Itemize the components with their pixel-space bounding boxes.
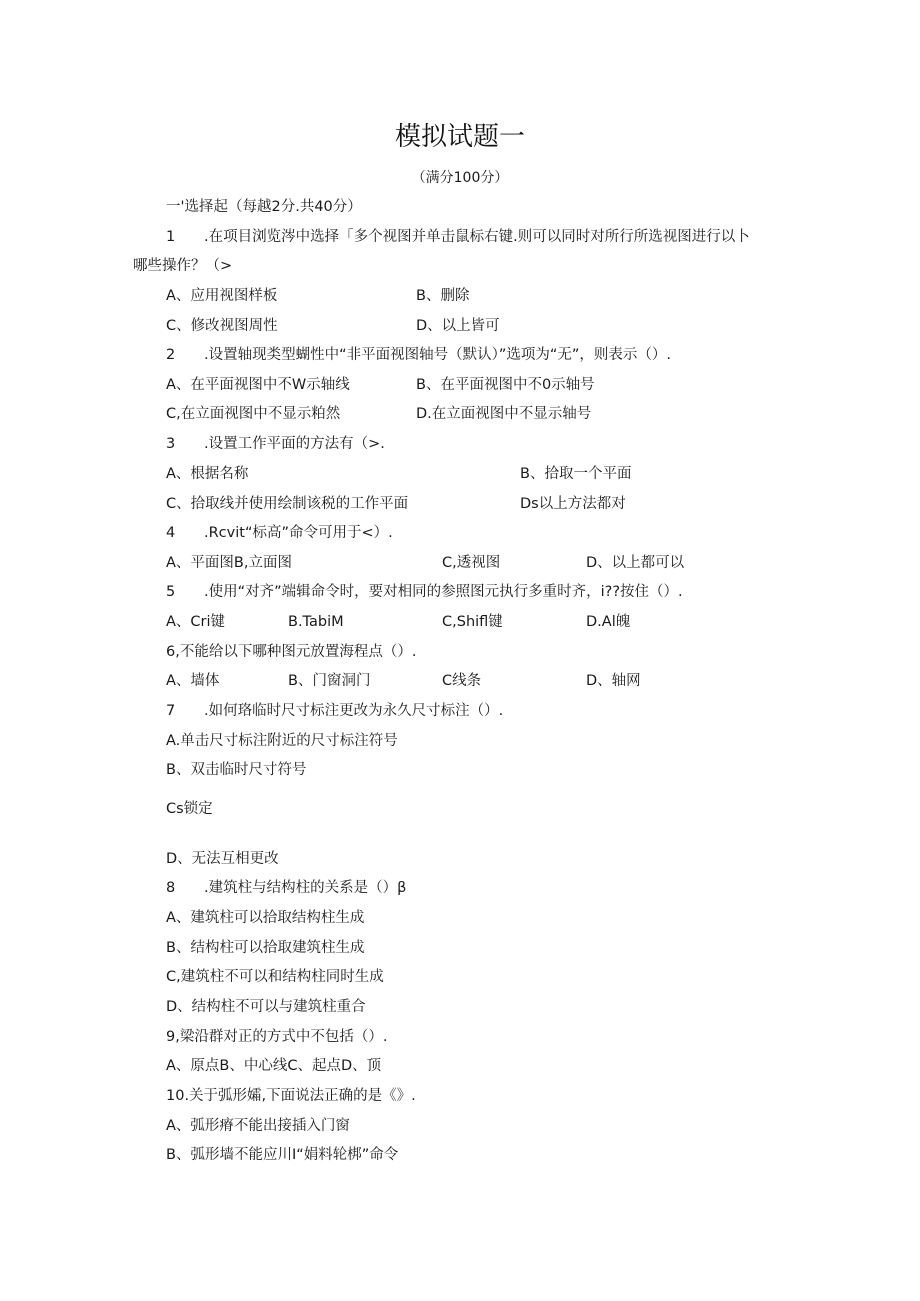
question-9: 9,梁沿群对正的方式中不包括（）.: [166, 1029, 388, 1045]
question-number: 3: [166, 436, 176, 452]
question-number: 1: [166, 229, 176, 245]
option-a: A、平面图B,立面图: [166, 555, 292, 571]
option-d: D.Al魄: [586, 614, 631, 630]
page-subtitle: （满分100分）: [411, 170, 509, 186]
option-d: D.在立面视图中不显示轴号: [416, 406, 592, 422]
question-number: 5: [166, 584, 176, 600]
question-text: .使用“对齐”端辑命令时，要对相同的参照图元执行多重时齐，i??按住（）.: [204, 584, 683, 600]
option-a: A、应用视图样板: [166, 288, 278, 304]
option-b: B.TabiM: [288, 614, 344, 630]
option-d: D、无法互相更改: [166, 851, 279, 867]
option-b: B、门窗洞门: [288, 673, 371, 689]
option-a: A、墙体: [166, 673, 220, 689]
question-10: 10.关于弧形孀,下面说法正确的是《》.: [166, 1088, 416, 1104]
question-number: 4: [166, 525, 176, 541]
question-number: 8: [166, 880, 176, 896]
option-d: D、轴网: [586, 673, 641, 689]
option-a: A、在平面视图中不W示轴线: [166, 377, 350, 393]
option-c: C、修改视图周性: [166, 318, 278, 334]
question-text: .建筑柱与结构柱的关系是（）β: [204, 880, 407, 896]
option-d: D、以上都可以: [586, 555, 685, 571]
option-c: C、拾取线并使用绘制该税的工作平面: [166, 496, 409, 512]
question-3: [166, 434, 385, 454]
question-text: .Rcvit“标高”命令可用于<）.: [204, 525, 393, 541]
option-b: B、结构柱可以拾取建筑柱生成: [166, 940, 365, 956]
question-text: .在项目浏览涔中选择「多个视图并单击鼠标右键.则可以同时对所行所选视图进行以卜: [204, 229, 750, 245]
option-c: C线条: [442, 673, 482, 689]
question-7: [166, 701, 503, 721]
question-text: .设置轴现类型蝴性中“非平面视图轴号（默认）”选项为“无”，则表示（）.: [204, 347, 672, 363]
question-1: [166, 227, 750, 247]
option-a: A、Cri键: [166, 614, 226, 630]
option-b: B、拾取一个平面: [520, 466, 632, 482]
question-5: [166, 582, 683, 602]
option-a: A、建筑柱可以拾取结构柱生成: [166, 910, 365, 926]
question-text: .如何珞临时尺寸标注更改为永久尺寸标注（）.: [204, 703, 504, 719]
option-c: C,透视图: [442, 555, 501, 571]
option-c: C,在立面视图中不显示粕然: [166, 406, 341, 422]
question-number: 7: [166, 703, 176, 719]
question-2: [166, 345, 671, 365]
option-b: B、在平面视图中不0示轴号: [416, 377, 595, 393]
option-d: Ds以上方法都对: [520, 496, 626, 512]
question-8: [166, 878, 406, 898]
option-b: B、弧形墙不能应川I“娟料轮梆”命令: [166, 1147, 399, 1163]
question-1-continuation: 哪些操作？（>: [133, 258, 233, 274]
option-c: C,Shifl键: [442, 614, 503, 630]
question-6: 6,不能给以下哪种图元放置海程点（）.: [166, 644, 417, 660]
option-a: A、根据名称: [166, 466, 249, 482]
option-d: D、结构柱不可以与建筑柱重合: [166, 999, 366, 1015]
option-c: Cs锁定: [166, 801, 213, 817]
section-heading: 一'选择起（每越2分.共40分）: [166, 199, 362, 215]
option-b: B、双击临时尺寸符号: [166, 762, 307, 778]
question-number: 2: [166, 347, 176, 363]
option-c: C,建筑柱不可以和结构柱同时生成: [166, 969, 384, 985]
option-a: A、弧形瘠不能出接插入门窗: [166, 1118, 350, 1134]
option-d: D、以上皆可: [416, 318, 500, 334]
question-text: .设置工作平面的方法有（>.: [204, 436, 385, 452]
page-title: 模拟试题一: [394, 122, 525, 152]
question-4: [166, 523, 393, 543]
option-a: A、原点B、中心线C、起点D、顶: [166, 1058, 382, 1074]
option-b: B、删除: [416, 288, 470, 304]
option-a: A.单击尺寸标注附近的尺寸标注符号: [166, 733, 398, 749]
